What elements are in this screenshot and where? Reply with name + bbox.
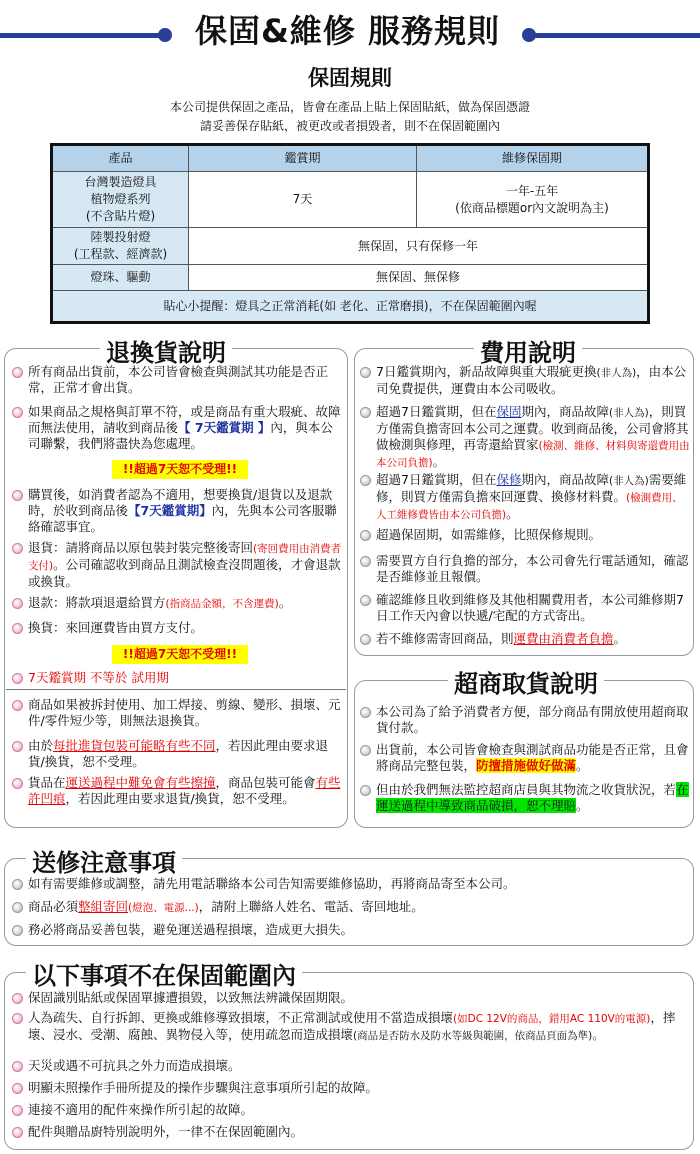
list-item [12,775,342,807]
item-note: (檢測費用、人工維修費皆由本公司負擔) [376,492,683,521]
bullet-icon [12,700,23,711]
item-note: (寄回費用由消費者支付) [28,543,342,572]
table-row [52,228,649,265]
list-item [12,1080,688,1096]
list-item [360,592,690,624]
item-note: (商品是否防水及防水等級與範圍，依商品頁面為準) [353,1030,593,1042]
item-text: 。 [592,1027,605,1042]
row3-product: 燈珠、驅動 [52,265,189,291]
item-note: (燈泡、電源...) [128,902,199,914]
bullet-icon [360,595,371,606]
item-highlight: 在運送過程中導致商品破損，恕不理賠 [376,782,689,813]
bullet-icon [12,407,23,418]
item-text: ，由本公司免費提供，運費由本公司吸收。 [376,364,687,396]
banner-title: 保固&維修 服務規則 [194,12,501,50]
returns-divider [6,689,346,690]
item-note: (指商品金額，不含運費) [165,598,279,610]
banner-line-right [530,33,700,38]
list-item [12,1058,688,1074]
bullet-icon [360,785,371,796]
item-text: 。 [576,798,589,813]
warning-pill: !!超過7天恕不受理!! [112,645,248,664]
item-text: 。 [613,631,627,646]
item-highlight: 每批進貨包裝可能略有些不同 [53,738,216,753]
warning-pill: !!超過7天恕不受理!! [112,460,248,479]
list-item [12,899,688,916]
item-highlight: 運送過程中難免會有些擦撞 [65,775,216,790]
item-text: 人為疏失、自行拆卸、更換或維修導致損壞，不正常測試或使用不當造成損壞 [28,1010,454,1025]
table-header-row [52,145,649,172]
bullet-icon [360,707,371,718]
item-text: 需要維修，則買方僅需負擔來回運費、換修材料費。 [376,472,687,504]
row1-period: 7天 [189,172,417,228]
list-item [360,553,690,585]
list-item [12,922,688,938]
repair-title: 送修注意事項 [26,843,182,878]
item-text: 換貨：來回運費皆由買方支付。 [28,620,204,635]
item-text: 明顯未照操作手冊所提及的操作步驟與注意事項所引起的故障。 [28,1080,379,1095]
item-text: 。 [506,506,519,521]
item-highlight: 運費由消費者負擔 [513,631,614,646]
table-row [52,172,649,228]
item-text: 如有需要維修或調整，請先用電話聯絡本公司告知需要維修協助，再將商品寄至本公司。 [28,876,516,891]
item-text: 期內，商品故障 [521,472,609,487]
row1-warranty-line: 一年-五年 [505,183,559,198]
item-note: (如DC 12V的商品，錯用AC 110V的電源) [453,1013,651,1025]
list-item [360,631,690,647]
bullet-icon [360,367,371,378]
list-item [12,404,342,452]
item-text: ，摔壞、浸水、受潮、腐蝕、異物侵入等，使用疏忽而造成損壞 [28,1010,676,1042]
bullet-icon [12,879,23,890]
list-item [12,540,342,590]
list-item [360,704,690,736]
warranty-tip: 貼心小提醒：燈具之正常消耗(如 老化、正常磨損)，不在保固範圍內喔 [52,291,649,323]
bullet-icon [360,475,371,486]
item-text: 需要買方自行負擔的部分，本公司會先行電話通知，確認是否維修並且報價。 [376,553,689,584]
bullet-icon [12,1013,23,1024]
item-text: 。 [278,595,292,610]
row1-warranty-line: (依商品標題or內文說明為主) [455,200,609,215]
item-note: (非人為) [596,367,637,379]
row3-warranty: 無保固、無保修 [189,265,649,291]
list-item [12,697,342,729]
fees-title: 費用說明 [474,333,582,368]
item-text: 貨品在 [28,775,66,790]
banner-dot-left-icon [158,28,172,42]
row2-product-line: (工程款、經濟款) [73,247,168,261]
list-item [12,990,688,1006]
item-highlight: 【 7天鑑賞期 】 [178,420,271,435]
item-text: 超過7日鑑賞期，但在 [376,472,497,487]
bullet-icon [12,741,23,752]
item-text: 出貨前，本公司皆會檢查與測試商品功能是否正常，且會將商品完整包裝， [376,742,689,773]
bullet-icon [12,993,23,1004]
list-item [12,364,342,396]
list-item [12,487,342,535]
row1-product-line: 植物燈系列 [90,192,151,206]
item-text: 商品如果被拆封使用、加工焊接、剪線、變形、損壞、元件/零件短少等，則無法退換貨。 [28,697,341,728]
item-text: 務必將商品妥善包裝，避免運送過程損壞，造成更大損失。 [28,922,354,937]
bullet-icon [360,634,371,645]
item-text: 。 [432,454,446,469]
list-item [12,670,342,686]
header-period: 鑑賞期 [189,145,417,172]
warranty-intro-line2: 請妥善保存貼紙，被更改或者損毀者，則不在保固範圍內 [199,119,500,133]
bullet-icon [12,902,23,913]
item-text: ，商品包裝可能會 [215,775,316,790]
page-banner [0,6,700,50]
bullet-icon [12,925,23,936]
table-tip-row [52,291,649,323]
warranty-title: 保固規則 [308,66,392,90]
item-text: 超過7日鑑賞期，但在 [376,404,497,419]
list-item [12,876,688,892]
bullet-icon [12,367,23,378]
row2-warranty: 無保固，只有保修一年 [189,228,649,265]
item-text: 連接不適用的配件來操作所引起的故障。 [28,1102,254,1117]
item-text: 確認維修且收到維修及其他相關費用者，本公司維修期7日工作天內會以快遞/宅配的方式寄出。 [376,592,684,623]
list-item [360,404,690,471]
item-text: 購買後，如消費者認為不適用，想要換貨/退貨以及退款時，於收到商品後 [28,487,333,518]
bullet-icon [360,556,371,567]
item-text: 期內，商品故障 [521,404,609,419]
item-highlight: 有些許凹痕 [28,775,341,806]
item-text: 但由於我們無法監控超商店員與其物流之收貨狀況，若 [376,782,677,797]
item-text: ，則買方僅需負擔寄回本公司之運費。收到商品後，公司會將其做檢測與修理，再寄還給買家 [376,404,689,452]
bullet-icon [12,1105,23,1116]
list-item [360,364,690,397]
item-highlight: 整組寄回 [78,899,129,914]
item-text: 本公司為了給予消費者方便，部分商品有開放使用超商取貨付款。 [376,704,689,735]
item-text: ，請附上聯絡人姓名、電話、寄回地址。 [198,899,424,914]
warranty-intro [0,98,700,136]
item-note: (非人為) [609,407,649,419]
header-product: 產品 [52,145,189,172]
item-highlight: 保修 [496,472,522,487]
excluded-title: 以下事項不在保固範圍內 [26,956,302,991]
bullet-icon [360,407,371,418]
header-warranty: 維修保固期 [417,145,649,172]
list-item [360,527,690,543]
item-text: 7天鑑賞期 不等於 試用期 [28,670,169,685]
item-text: 若不維修需寄回商品，則 [376,631,514,646]
bullet-icon [12,543,23,554]
banner-line-left [0,33,165,38]
item-text: 內，先與本公司客服聯絡確認事宜。 [28,503,337,534]
item-note: (非人為) [609,475,649,487]
list-item [360,742,690,774]
bullet-icon [12,673,23,684]
list-item [12,1102,688,1118]
list-item [12,620,342,636]
bullet-icon [12,598,23,609]
list-item [12,1010,688,1044]
list-item [360,472,690,523]
pickup-title: 超商取貨說明 [448,664,604,699]
item-text: 如果商品之規格與訂單不符，或是商品有重大瑕疵、故障而無法使用，請收到商品後 [28,404,341,435]
row1-warranty [417,172,649,228]
returns-title: 退換貨說明 [100,333,232,368]
list-item [12,1124,688,1140]
bullet-icon [12,490,23,501]
row2-product-line: 陸製投射燈 [90,230,151,244]
item-highlight: 【7天鑑賞期】 [128,503,212,518]
item-text: 保固識別貼紙或保固單據遭損毀，以致無法辨識保固期限。 [28,990,354,1005]
row1-product-line: 台灣製造燈具 [84,175,157,189]
row2-product [52,228,189,265]
item-text: ，若因此理由要求退貨/換貨，恕不受理。 [28,738,329,769]
item-text: 所有商品出貨前，本公司皆會檢查與測試其功能是否正常，正常才會出貨。 [28,364,329,395]
bullet-icon [12,1083,23,1094]
item-text: 天災或遇不可抗具之外力而造成損壞。 [28,1058,241,1073]
table-row [52,265,649,291]
bullet-icon [12,623,23,634]
bullet-icon [360,745,371,756]
item-text: 退款：將款項退還給買方 [28,595,166,610]
row1-product-line: (不含貼片燈) [85,209,156,223]
bullet-icon [12,1061,23,1072]
item-text: 。 [576,758,589,773]
list-item [360,782,690,814]
item-text: 商品必須 [28,899,79,914]
item-text: 退貨：請將商品以原包裝封裝完整後寄回 [28,540,254,555]
item-highlight: 保固 [496,404,522,419]
item-text: 配件與贈品廚特別說明外，一律不在保固範圍內。 [28,1124,304,1139]
item-text: 7日鑑賞期內，新品故障與重大瑕疵更換 [376,364,597,379]
warranty-table [50,143,650,324]
row1-product [52,172,189,228]
item-text: 。公司確認收到商品且測試檢查沒問題後，才會退款或換貨。 [28,557,341,589]
item-text: 由於 [28,738,54,753]
item-text: ，若因此理由要求退貨/換貨，恕不受理。 [65,791,295,806]
warranty-intro-line1: 本公司提供保固之產品，皆會在產品上貼上保固貼紙，做為保固憑證 [169,100,530,114]
item-highlight: 防擅措施做好做滿 [476,758,577,773]
bullet-icon [12,778,23,789]
bullet-icon [12,1127,23,1138]
item-note: (檢測、維修、材料與寄還費用由本公司負擔) [376,440,690,469]
bullet-icon [360,530,371,541]
item-text: 內，與本公司聯繫，我們將盡快為您處理。 [28,420,333,451]
list-item [12,595,342,612]
item-text: 超過保固期，如需維修，比照保修規則。 [376,527,602,542]
list-item [12,738,342,770]
